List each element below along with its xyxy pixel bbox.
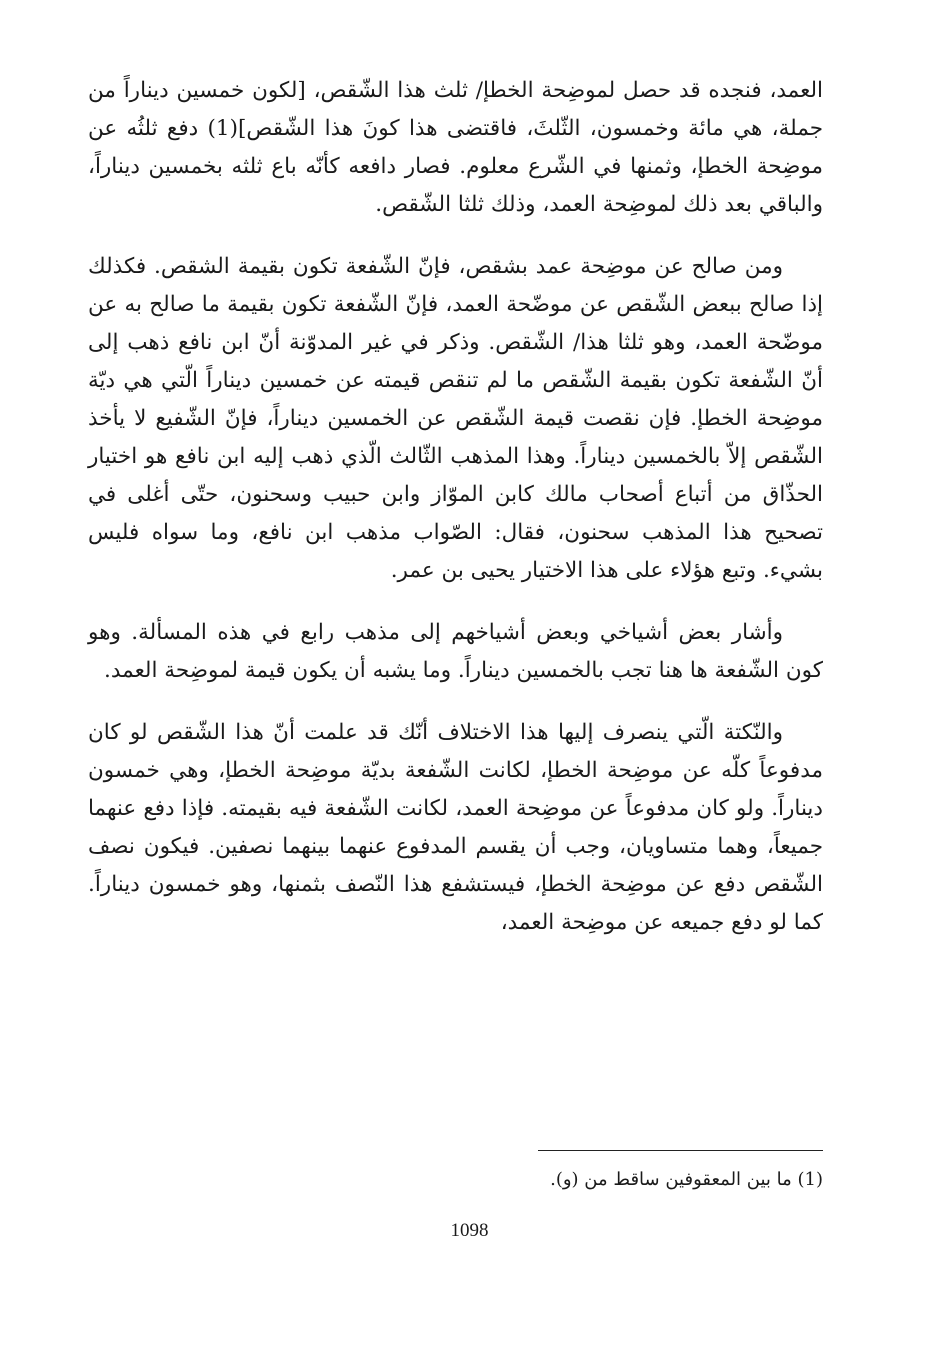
paragraph-text: ومن صالح عن موضِحة عمد بشقص، فإنّ الشّفعة تكون بقيمة الشقص. فكذلك إذا صالح ببعض الشّقص عن موضّحة العمد، فإنّ الشّفعة تكون بقيمة ما صالح به عن موضّحة العمد، وهو ثلثا هذا/ الشّقص. وذكر في غير المدوّنة أنّ ابن نافع ذهب إلى أنّ الشّفعة تكون بقيمة الشّقص ما لم تنقص قيمته عن خمسين ديناراً الّتي هي ديّة موضِحة الخطإ. فإن نقصت قيمة الشّقص عن الخمسين ديناراً، فإنّ الشّفيع لا يأخذ الشّقص إلاّ بالخمسين ديناراً. وهذا المذهب الثّالث الّذي ذهب إليه ابن نافع هو اختيار الحذّاق من أتباع أصحاب مالك كابن الموّاز وابن حبيب وسحنون، حتّى أغلى في تصحيح هذا المذهب سحنون، فقال: الصّواب مذهب ابن نافع، وما سواه فليس بشيء. وتبع هؤلاء على هذا الاختيار يحيى بن عمر. [88, 254, 823, 583]
paragraph-text: وأشار بعض أشياخي وبعض أشياخهم إلى مذهب رابع في هذه المسألة. وهو كون الشّفعة ها هنا تجب بالخمسين ديناراً. وما يشبه أن يكون قيمة لموضِحة العمد. [88, 620, 823, 683]
paragraph-2 [88, 248, 823, 590]
paragraph-text: العمد، فنجده قد حصل لموضِحة الخطإ/ ثلث هذا الشّقص، [لكون خمسين ديناراً من جملة، هي مائة وخمسون، الثّلثَ، فاقتضى هذا كونَ هذا الشّقص](1) دفع ثلثُه عن موضِحة الخطإ، وثمنها في الشّرع معلوم. فصار دافعه كأنّه باع ثلثه بخمسين ديناراً، والباقي بعد ذلك لموضِحة العمد، وذلك ثلثا الشّقص. [88, 78, 823, 217]
paragraph-text: والنّكتة الّتي ينصرف إليها هذا الاختلاف أنّك قد علمت أنّ هذا الشّقص لو كان مدفوعاً كلّه عن موضِحة الخطإ، لكانت الشّفعة بديّة موضِحة الخطإ، وهي خمسون ديناراً. ولو كان مدفوعاً عن موضِحة العمد، لكانت الشّفعة فيه بقيمته. فإذا دفع عنهما جميعاً، وهما متساويان، وجب أن يقسم المدفوع عنهما بينهما نصفين. فيكون نصف الشّقص دفع عن موضِحة الخطإ، فيستشفع هذا النّصف بثمنها، وهو خمسون ديناراً. كما لو دفع جميعه عن موضِحة العمد، [88, 720, 823, 935]
page-number: 1098 [450, 1220, 489, 1241]
paragraph-3 [88, 614, 823, 690]
footnote: (1) ما بين المعقوفين ساقط من (و). [550, 1169, 823, 1190]
paragraph-1 [88, 72, 823, 224]
footnote-divider [538, 1150, 823, 1151]
page-body [88, 72, 823, 966]
paragraph-4 [88, 714, 823, 942]
